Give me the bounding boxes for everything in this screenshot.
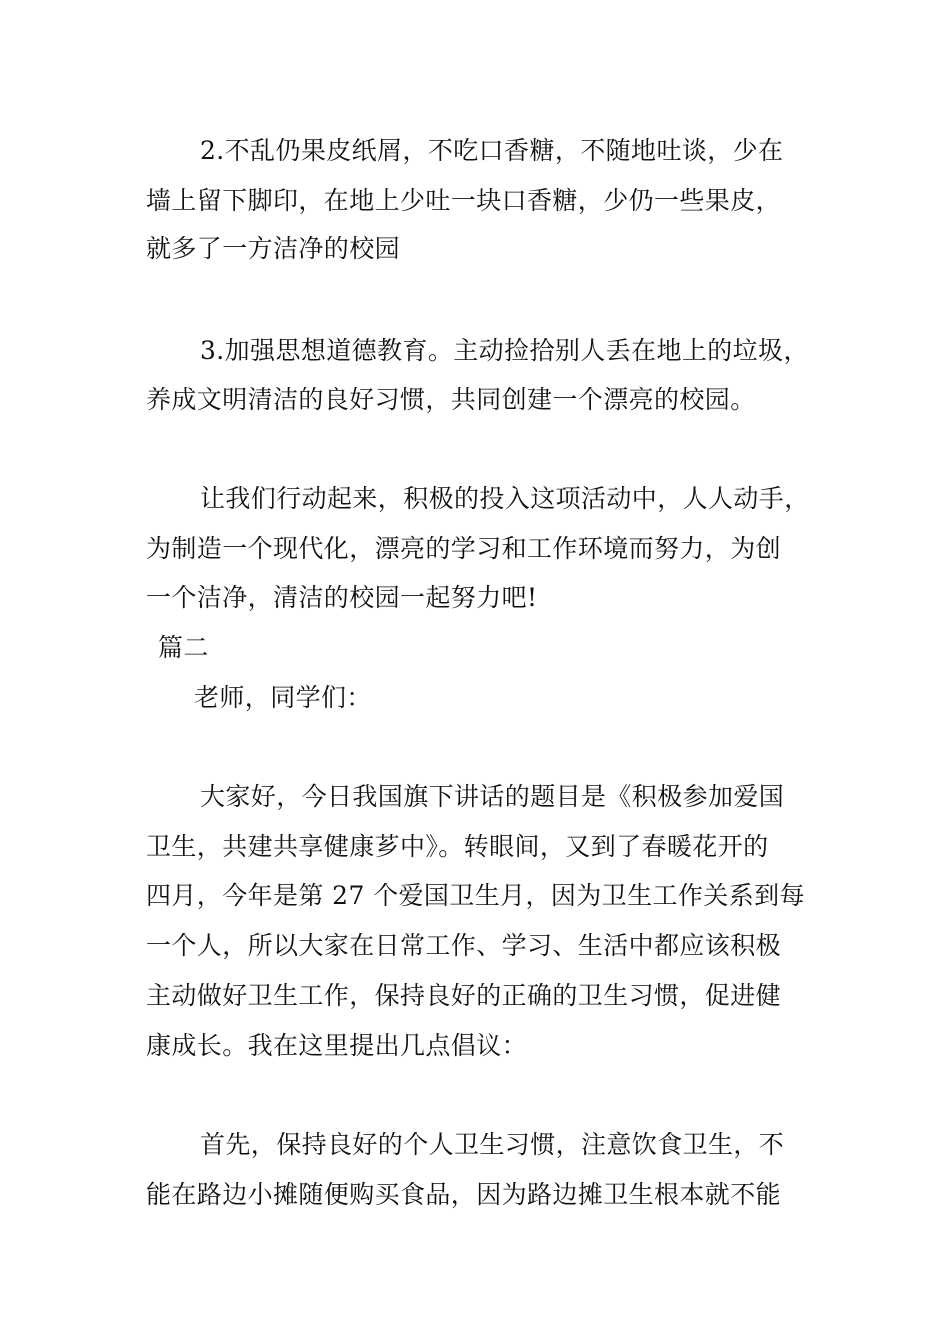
paragraph-5-line-2: 能在路边小摊随便购买食品，因为路边摊卫生根本就不能	[146, 1180, 782, 1209]
paragraph-4-line-3: 四月，今年是第 27 个爱国卫生月，因为卫生工作关系到每	[146, 881, 805, 910]
paragraph-3-line-1: 让我们行动起来，积极的投入这项活动中，人人动手，	[200, 484, 810, 513]
paragraph-5-line-1: 首先，保持良好的个人卫生习惯，注意饮食卫生，不	[200, 1130, 785, 1159]
paragraph-1-line-2: 墙上留下脚印，在地上少吐一块口香糖，少仍一些果皮，	[146, 186, 782, 215]
paragraph-4-line-6: 康成长。我在这里提出几点倡议：	[146, 1031, 528, 1060]
paragraph-3-line-2: 为制造一个现代化，漂亮的学习和工作环境而努力，为创	[146, 534, 782, 563]
paragraph-4-line-1: 大家好，今日我国旗下讲话的题目是《积极参加爱国	[200, 782, 785, 811]
salutation: 老师，同学们：	[194, 683, 372, 712]
paragraph-2-line-1: 3.加强思想道德教育。主动捡拾别人丢在地上的垃圾，	[200, 336, 809, 365]
paragraph-4-line-4: 一个人，所以大家在日常工作、学习、生活中都应该积极	[146, 931, 782, 960]
paragraph-4-line-2: 卫生，共建共享健康芗中》。转眼间，又到了春暖花开的	[146, 832, 769, 861]
paragraph-3-line-3: 一个洁净，清洁的校园一起努力吧!	[146, 583, 538, 612]
paragraph-1-line-1: 2.不乱仍果皮纸屑，不吃口香糖，不随地吐谈，少在	[200, 136, 784, 165]
section-heading: 篇二	[158, 633, 209, 662]
paragraph-2-line-2: 养成文明清洁的良好习惯，共同创建一个漂亮的校园。	[146, 385, 756, 414]
paragraph-4-line-5: 主动做好卫生工作，保持良好的正确的卫生习惯，促进健	[146, 981, 782, 1010]
paragraph-1-line-3: 就多了一方洁净的校园	[146, 234, 401, 263]
